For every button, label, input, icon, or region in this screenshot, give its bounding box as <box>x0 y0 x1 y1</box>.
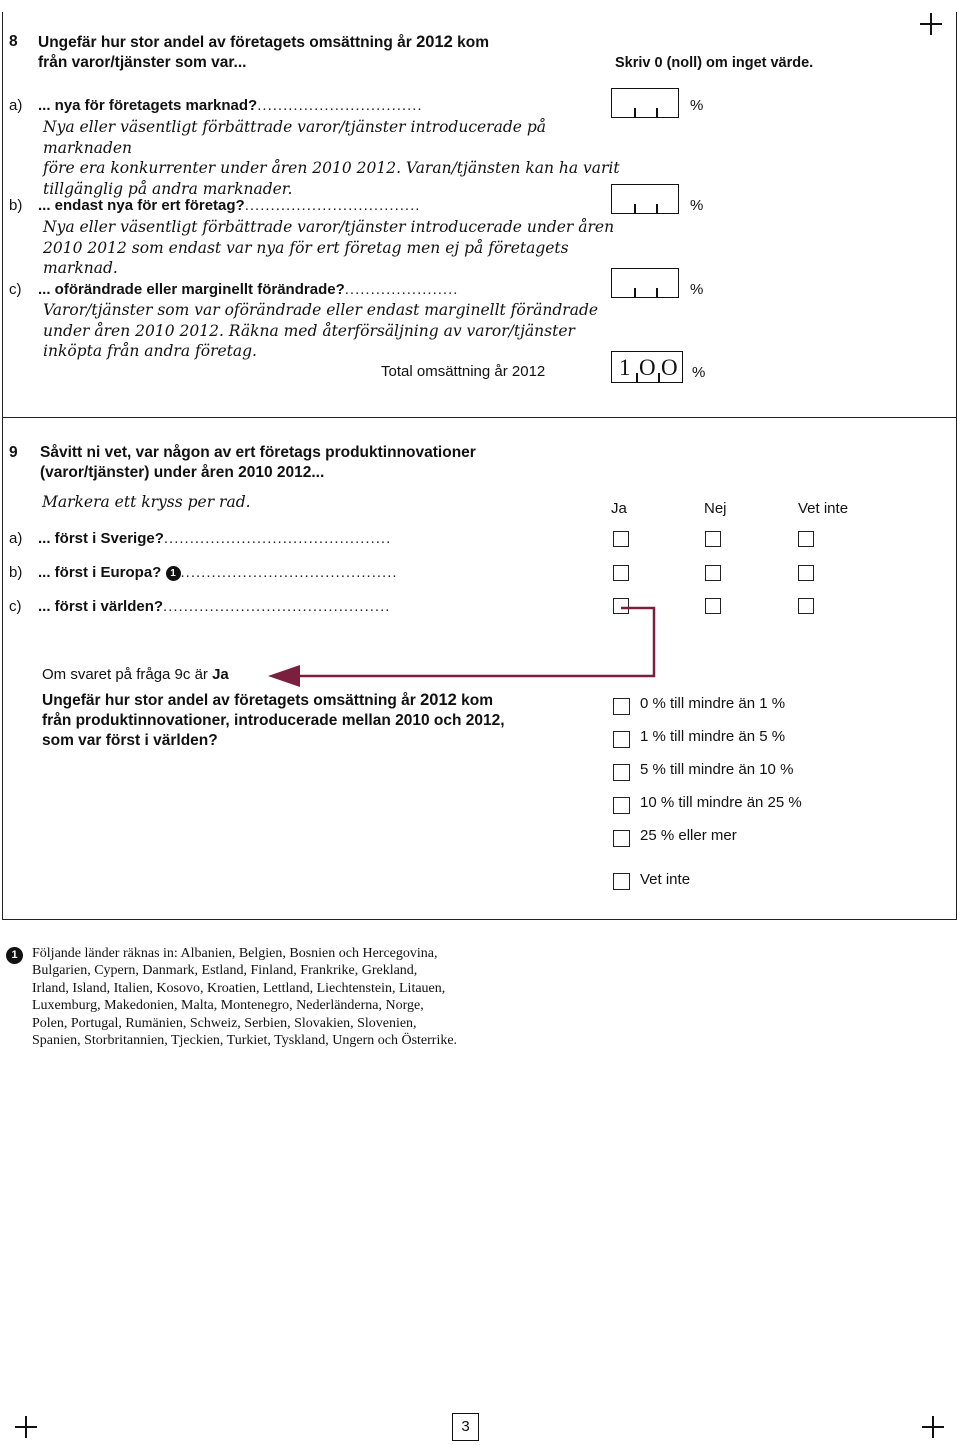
followup-condition: Om svaret på fråga 9c är Ja <box>42 666 229 683</box>
row-9c-label: ... först i världen?............................................ <box>38 598 391 615</box>
option-0-1-checkbox[interactable] <box>613 698 630 715</box>
option-5-10-label: 5 % till mindre än 10 % <box>640 761 794 778</box>
item-8b-unit: % <box>690 197 704 214</box>
row-9a-label: ... först i Sverige?............................................ <box>38 530 392 547</box>
option-10-25-label: 10 % till mindre än 25 % <box>640 794 802 811</box>
footnote-marker-icon: 1 <box>6 947 23 964</box>
row-9c-letter: c) <box>9 598 22 615</box>
column-header-ja: Ja <box>611 500 627 517</box>
followup-arrow-icon <box>260 605 660 690</box>
item-8c-letter: c) <box>9 281 22 298</box>
item-8a-description: Nya eller väsentligt förbättrade varor/tjänster introducerade på marknaden före era konkurrenter under åren 2010 2012. Varan/tjänsten kan ha varit tillgänglig på andra marknader. <box>43 118 620 198</box>
question-8-number: 8 <box>9 33 18 50</box>
question-8-text: Ungefär hur stor andel av företagets omsättning år 2012 kom från varor/tjänster som var... <box>38 33 490 71</box>
row-9a-nej-checkbox[interactable] <box>705 531 721 547</box>
item-8b-label: ... endast nya för ert företag?.................................. <box>38 197 421 214</box>
row-9b-vet-inte-checkbox[interactable] <box>798 565 814 581</box>
leader-dots: ............................................ <box>163 530 392 547</box>
registration-mark-bottom-left <box>15 1416 37 1438</box>
option-5-10-checkbox[interactable] <box>613 764 630 781</box>
leader-dots: ............................................ <box>163 598 391 615</box>
option-vet-inte-label: Vet inte <box>640 871 691 888</box>
row-9c-nej-checkbox[interactable] <box>705 598 721 614</box>
option-1-5-checkbox[interactable] <box>613 731 630 748</box>
item-8b-letter: b) <box>9 197 23 214</box>
total-digit-2: O <box>639 355 656 380</box>
column-header-vet-inte: Vet inte <box>798 500 849 517</box>
total-turnover-label: Total omsättning år 2012 <box>381 363 546 380</box>
total-turnover-value <box>611 351 683 383</box>
column-header-nej: Nej <box>704 500 727 517</box>
leader-dots: .................................. <box>244 197 421 214</box>
question-8-instruction: Skriv 0 (noll) om inget värde. <box>615 55 814 71</box>
footnote-text: Följande länder räknas in: Albanien, Belgien, Bosnien och Hercegovina, Bulgarien, Cypern, Danmark, Estland, Finland, Frankrike, Grekland, Irland, Island, Italien, Kosovo, Kroatien, Lettland, Liechtenstein, Litauen, Luxemburg, Makedonien, Malta, Montenegro, Nederländerna, Norge, Polen, Portugal, Rumänien, Schweiz, Serbien, Slovakien, Slovenien, Spanien, Storbritannien, Tjeckien, Turkiet, Tyskland, Ungern och Österrike. <box>32 946 458 1049</box>
total-digit-1: 1 <box>619 355 631 380</box>
question-9-text: Såvitt ni vet, var någon av ert företags produktinnovationer (varor/tjänster) under åren 2010 2012... <box>40 444 476 481</box>
leader-dots: .......................................... <box>180 564 398 581</box>
total-digit-3: O <box>661 355 678 380</box>
item-8c-percent-input[interactable] <box>611 268 679 298</box>
item-8b-description: Nya eller väsentligt förbättrade varor/tjänster introducerade under åren 2010 2012 som endast var nya för ert företag men ej på företagets marknad. <box>43 218 615 277</box>
row-9b-ja-checkbox[interactable] <box>613 565 629 581</box>
footnote-1-icon: 1 <box>166 566 181 581</box>
item-8a-percent-input[interactable] <box>611 88 679 118</box>
item-8b-percent-input[interactable] <box>611 184 679 214</box>
option-25-plus-label: 25 % eller mer <box>640 827 737 844</box>
total-unit: % <box>692 364 706 381</box>
leader-dots: ................................ <box>257 97 423 114</box>
row-9a-ja-checkbox[interactable] <box>613 531 629 547</box>
option-vet-inte-checkbox[interactable] <box>613 873 630 890</box>
option-0-1-label: 0 % till mindre än 1 % <box>640 695 786 712</box>
item-8c-label: ... oförändrade eller marginellt förändrade?...................... <box>38 281 459 298</box>
followup-arrow-line <box>296 608 654 676</box>
row-9b-nej-checkbox[interactable] <box>705 565 721 581</box>
option-25-plus-checkbox[interactable] <box>613 830 630 847</box>
item-8a-letter: a) <box>9 97 23 114</box>
page-number: 3 <box>452 1413 479 1441</box>
item-8c-description: Varor/tjänster som var oförändrade eller endast marginellt förändrade under åren 2010 2012. Räkna med återförsäljning av varor/tjänster inköpta från andra företag. <box>43 301 599 360</box>
leader-dots: ...................... <box>344 281 459 298</box>
row-9c-vet-inte-checkbox[interactable] <box>798 598 814 614</box>
row-9a-vet-inte-checkbox[interactable] <box>798 531 814 547</box>
option-1-5-label: 1 % till mindre än 5 % <box>640 728 786 745</box>
question-9-instruction: Markera ett kryss per rad. <box>42 493 251 511</box>
question-9-number: 9 <box>9 444 18 461</box>
followup-arrowhead <box>268 665 300 687</box>
option-10-25-checkbox[interactable] <box>613 797 630 814</box>
followup-question: Ungefär hur stor andel av företagets omsättning år 2012 kom från produktinnovationer, introducerade mellan 2010 och 2012, som var först i världen? <box>42 691 505 749</box>
row-9a-letter: a) <box>9 530 23 547</box>
item-8a-unit: % <box>690 97 704 114</box>
row-9b-letter: b) <box>9 564 23 581</box>
row-9b-label: ... först i Europa? 1 .......................................... <box>38 564 398 581</box>
item-8a-label: ... nya för företagets marknad?................................ <box>38 97 423 114</box>
item-8c-unit: % <box>690 281 704 298</box>
registration-mark-bottom-right <box>922 1416 944 1438</box>
